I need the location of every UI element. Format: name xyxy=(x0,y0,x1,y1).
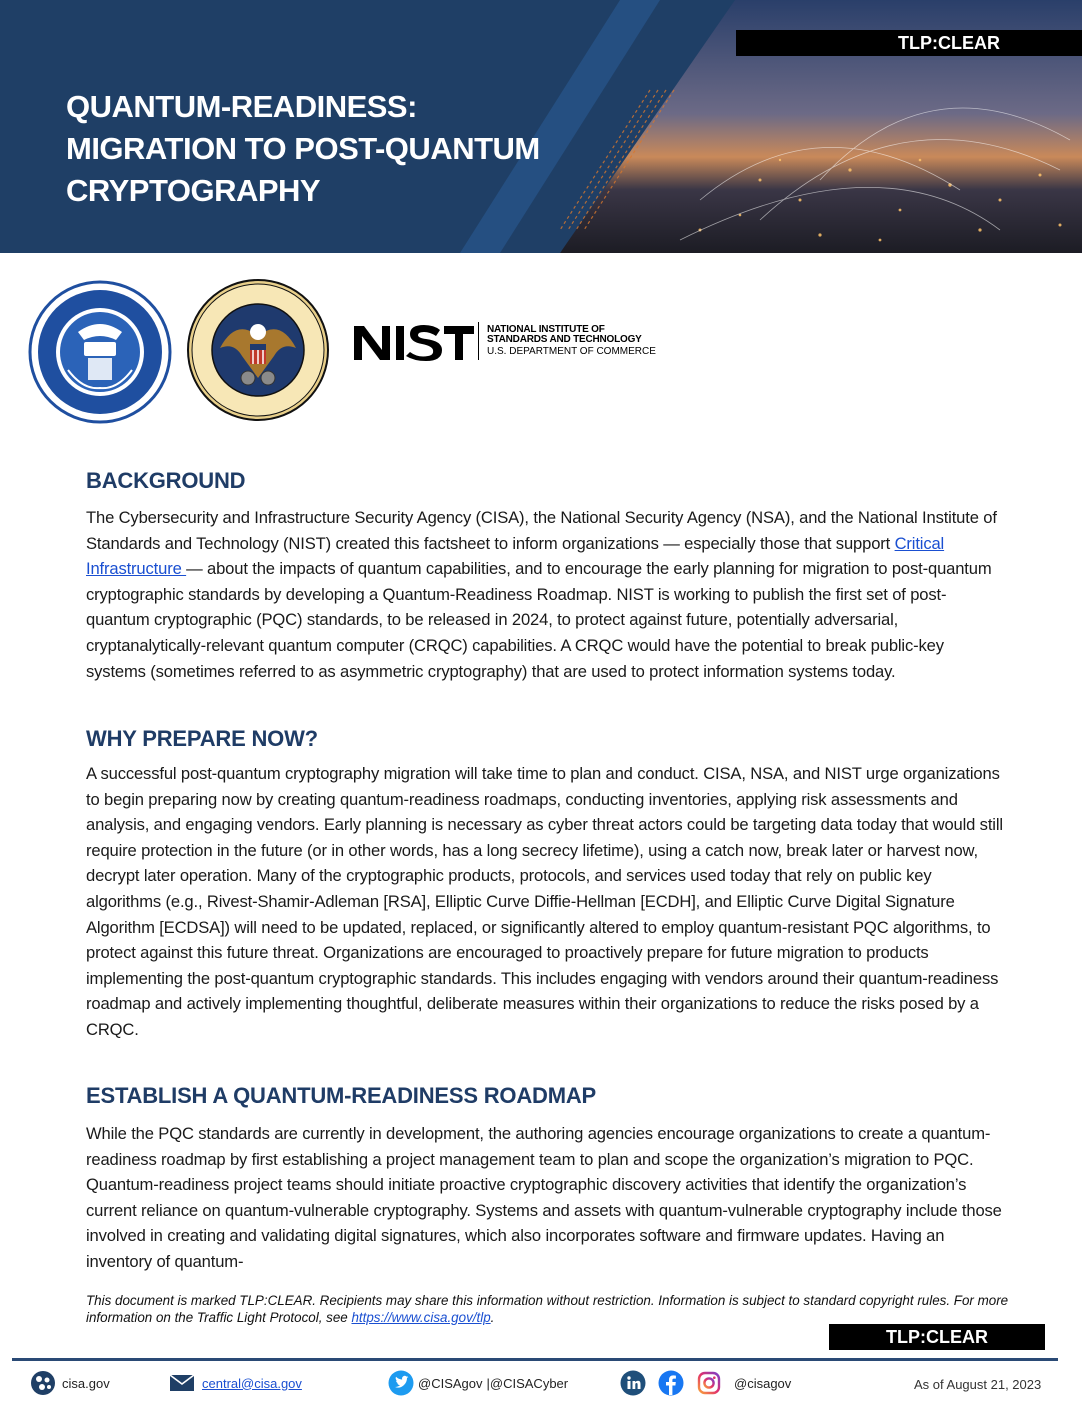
background-text-1: The Cybersecurity and Infrastructure Security Agency (CISA), the National Security Agency (NSA), and the National Institute of Standards and Technology (NIST) created this factsheet to inform organizations — especially those that support xyxy=(86,508,997,553)
website-text: cisa.gov xyxy=(62,1375,110,1391)
why-prepare-paragraph: A successful post-quantum cryptography migration will take time to plan and conduct. CISA, NSA, and NIST urge organizations to begin preparing now by creating quantum-readiness roadmaps, conducting inventories, applying risk assessments and analysis, and engaging vendors. Early planning is necessary as cyber threat actors could be targeting data today that would still require protection in the future (or in other words, has a long secrecy lifetime), using a catch now, break later or harvest now, decrypt later operation. Many of the cryptographic products, protocols, and services used today that rely on public key algorithms (e.g., Rivest-Shamir-Adleman [RSA], Elliptic Curve Diffie-Hellman [ECDH], and Elliptic Curve Digital Signature Algorithm [ECDSA]) will need to be updated, replaced, or significantly altered to employ quantum-resistant PQC algorithms, to protect against this future threat. Organizations are encouraged to proactively prepare for future migration to products implementing the post-quantum cryptographic standards. This includes engaging with vendors around their quantum-readiness roadmap and actively implementing thoughtful, deliberate measures within their organizations to reduce the risks posed by a CRQC. xyxy=(86,764,1003,1039)
nist-divider xyxy=(478,322,479,360)
title-line-1: QUANTUM-READINESS: xyxy=(66,89,417,124)
background-text-2: — about the impacts of quantum capabilities, and to encourage the early planning for migration to post-quantum cryptographic standards by developing a Quantum-Readiness Roadmap. NIST is working to publish the first set of post-quantum cryptographic (PQC) standards, to be released in 2024, to protect against future, potentially adversarial, cryptanalytically-relevant quantum computer (CRQC) capabilities. A CRQC would have the potential to break public-key systems (sometimes referred to as asymmetric cryptography) that are used to protect information systems today. xyxy=(86,559,992,681)
footer-website[interactable] xyxy=(30,1368,110,1398)
footer-twitter[interactable] xyxy=(388,1368,568,1398)
tlp-disclaimer xyxy=(86,1292,1016,1326)
footer-divider xyxy=(12,1358,1058,1361)
title-line-2: MIGRATION TO POST-QUANTUM xyxy=(66,131,540,166)
cisa-seal-logo xyxy=(28,280,172,424)
facebook-icon[interactable] xyxy=(658,1370,684,1396)
footer-social[interactable] xyxy=(620,1368,791,1398)
heading-why-prepare: WHY PREPARE NOW? xyxy=(86,726,318,751)
nsa-seal-logo xyxy=(186,278,330,422)
nist-name-line2: STANDARDS AND TECHNOLOGY xyxy=(487,334,642,345)
tlp-label-bottom: TLP:CLEAR xyxy=(829,1324,1045,1350)
nist-logo xyxy=(352,320,672,364)
email-link[interactable]: central@cisa.gov xyxy=(202,1375,302,1391)
mail-icon xyxy=(170,1375,194,1391)
tlp-label-top: TLP:CLEAR xyxy=(736,30,1082,56)
nist-name-line1: NATIONAL INSTITUTE OF xyxy=(487,324,605,335)
disclaimer-text: This document is marked TLP:CLEAR. Recipients may share this information without restriction. Information is subject to standard copyright rules. For more information on the Traffic Light Protocol, see xyxy=(86,1293,1009,1325)
instagram-icon[interactable] xyxy=(696,1370,722,1396)
nist-department: U.S. DEPARTMENT OF COMMERCE xyxy=(487,346,656,357)
cisa-globe-icon xyxy=(30,1370,56,1396)
nist-wordmark xyxy=(352,322,474,362)
twitter-handle-1: @CISAgov xyxy=(418,1375,483,1391)
footer-email[interactable] xyxy=(170,1368,302,1398)
twitter-handle-2: @CISACyber xyxy=(489,1375,569,1391)
social-handle: @cisagov xyxy=(734,1375,792,1391)
roadmap-paragraph: While the PQC standards are currently in development, the authoring agencies encourage organizations to create a quantum-readiness roadmap by first establishing a project management team to plan and scope the organization’s migration to PQC. Quantum-readiness project teams should initiate proactive cryptographic discovery activities that identify the organization’s current reliance on quantum-vulnerable cryptography. Systems and assets with quantum-vulnerable cryptography include those involved in creating and validating digital signatures, which also incorporates software and firmware updates. Having an inventory of quantum- xyxy=(86,1124,1002,1271)
page-title xyxy=(66,86,626,212)
twitter-separator: | xyxy=(486,1375,490,1391)
heading-roadmap: ESTABLISH A QUANTUM-READINESS ROADMAP xyxy=(86,1083,597,1108)
critical-infrastructure-link[interactable]: Critical Infrastructure xyxy=(86,533,945,579)
disclaimer-end: . xyxy=(490,1310,495,1325)
document-date: As of August 21, 2023 xyxy=(914,1377,1042,1392)
background-paragraph xyxy=(86,505,1006,684)
heading-background: BACKGROUND xyxy=(86,468,246,493)
twitter-icon xyxy=(388,1370,414,1396)
title-line-3: CRYPTOGRAPHY xyxy=(66,173,321,208)
tlp-info-link[interactable]: https://www.cisa.gov/tlp xyxy=(351,1310,491,1325)
linkedin-icon[interactable] xyxy=(620,1370,646,1396)
